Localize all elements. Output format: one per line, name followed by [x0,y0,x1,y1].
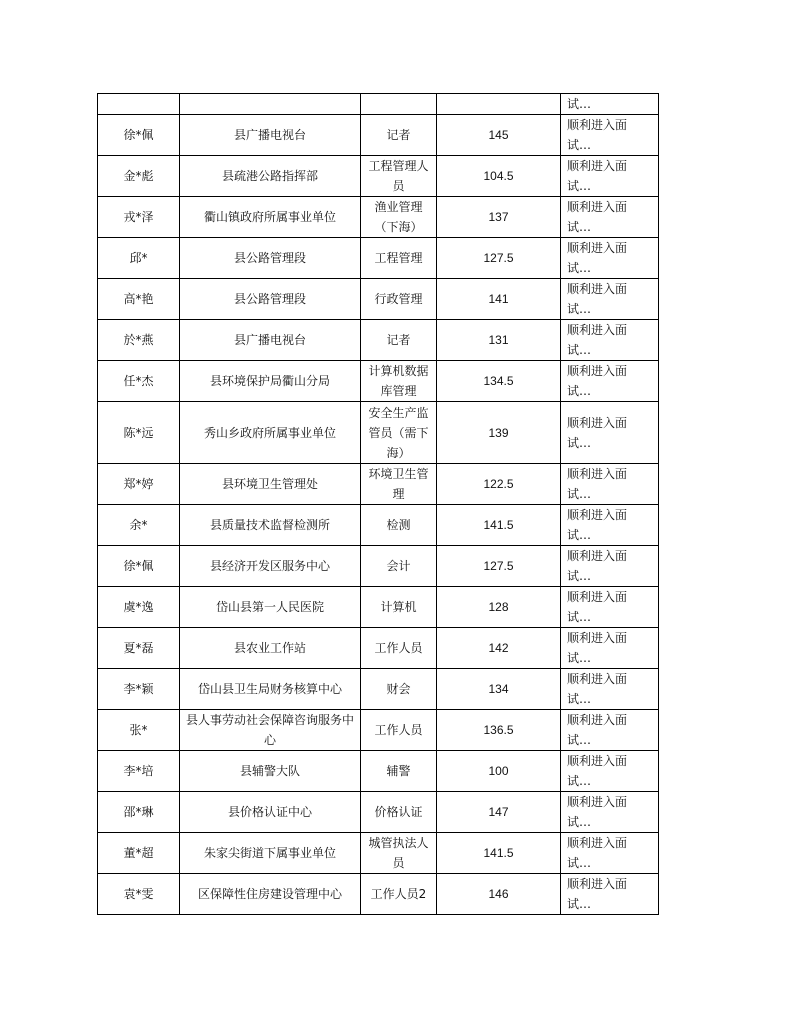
status-cell: 顺利进入面试… [561,464,659,505]
table-row [98,587,659,628]
status-cell: 顺利进入面试… [561,874,659,915]
name-cell: 虞*逸 [98,587,180,628]
unit-cell: 县公路管理段 [180,238,361,279]
score-cell: 136.5 [437,710,561,751]
name-cell: 高*艳 [98,279,180,320]
name-cell: 张* [98,710,180,751]
score-cell: 141.5 [437,505,561,546]
score-cell: 141 [437,279,561,320]
unit-cell: 县农业工作站 [180,628,361,669]
table-row [98,279,659,320]
table-row [98,361,659,402]
results-table-body [98,94,659,915]
status-cell: 顺利进入面试… [561,792,659,833]
position-cell: 会计 [361,546,437,587]
table-row [98,402,659,464]
score-cell: 134 [437,669,561,710]
unit-cell: 县经济开发区服务中心 [180,546,361,587]
name-cell: 徐*佩 [98,546,180,587]
table-row [98,464,659,505]
name-cell: 袁*雯 [98,874,180,915]
unit-cell [180,94,361,115]
position-cell: 环境卫生管理 [361,464,437,505]
status-cell: 顺利进入面试… [561,156,659,197]
name-cell: 李*颖 [98,669,180,710]
table-row [98,546,659,587]
unit-cell: 县环境卫生管理处 [180,464,361,505]
status-cell: 顺利进入面试… [561,320,659,361]
unit-cell: 区保障性住房建设管理中心 [180,874,361,915]
position-cell: 财会 [361,669,437,710]
table-row [98,320,659,361]
status-cell: 顺利进入面试… [561,197,659,238]
status-cell: 顺利进入面试… [561,361,659,402]
status-cell: 顺利进入面试… [561,238,659,279]
unit-cell: 衢山镇政府所属事业单位 [180,197,361,238]
table-row [98,710,659,751]
name-cell: 邵*琳 [98,792,180,833]
position-cell: 工作人员2 [361,874,437,915]
name-cell: 陈*远 [98,402,180,464]
status-cell: 顺利进入面试… [561,669,659,710]
status-cell: 顺利进入面试… [561,546,659,587]
score-cell: 146 [437,874,561,915]
name-cell: 戎*泽 [98,197,180,238]
status-cell: 顺利进入面试… [561,587,659,628]
table-row [98,669,659,710]
table-row [98,833,659,874]
unit-cell: 县质量技术监督检测所 [180,505,361,546]
unit-cell: 县公路管理段 [180,279,361,320]
unit-cell: 县疏港公路指挥部 [180,156,361,197]
name-cell: 於*燕 [98,320,180,361]
name-cell: 余* [98,505,180,546]
unit-cell: 县环境保护局衢山分局 [180,361,361,402]
table-row [98,156,659,197]
table-row [98,628,659,669]
results-table [97,93,659,915]
score-cell: 100 [437,751,561,792]
unit-cell: 县人事劳动社会保障咨询服务中心 [180,710,361,751]
status-cell: 顺利进入面试… [561,710,659,751]
name-cell: 夏*磊 [98,628,180,669]
position-cell: 检测 [361,505,437,546]
table-row [98,115,659,156]
score-cell: 104.5 [437,156,561,197]
position-cell: 价格认证 [361,792,437,833]
position-cell: 工作人员 [361,628,437,669]
status-cell: 顺利进入面试… [561,505,659,546]
status-cell: 试… [561,94,659,115]
score-cell: 145 [437,115,561,156]
score-cell: 134.5 [437,361,561,402]
position-cell: 工作人员 [361,710,437,751]
name-cell: 邱* [98,238,180,279]
score-cell: 131 [437,320,561,361]
unit-cell: 秀山乡政府所属事业单位 [180,402,361,464]
name-cell: 徐*佩 [98,115,180,156]
score-cell: 127.5 [437,546,561,587]
name-cell: 金*彪 [98,156,180,197]
status-cell: 顺利进入面试… [561,115,659,156]
score-cell: 142 [437,628,561,669]
score-cell: 141.5 [437,833,561,874]
score-cell: 147 [437,792,561,833]
score-cell: 128 [437,587,561,628]
position-cell: 记者 [361,115,437,156]
position-cell: 工程管理人员 [361,156,437,197]
score-cell: 127.5 [437,238,561,279]
score-cell: 122.5 [437,464,561,505]
score-cell: 139 [437,402,561,464]
name-cell: 郑*婷 [98,464,180,505]
table-row [98,505,659,546]
unit-cell: 县价格认证中心 [180,792,361,833]
table-row-continued [98,94,659,115]
name-cell: 李*培 [98,751,180,792]
table-row [98,197,659,238]
position-cell: 辅警 [361,751,437,792]
position-cell: 计算机数据库管理 [361,361,437,402]
score-cell [437,94,561,115]
unit-cell: 岱山县第一人民医院 [180,587,361,628]
name-cell: 任*杰 [98,361,180,402]
position-cell: 行政管理 [361,279,437,320]
name-cell [98,94,180,115]
status-cell: 顺利进入面试… [561,402,659,464]
position-cell: 渔业管理（下海） [361,197,437,238]
table-row [98,238,659,279]
unit-cell: 县广播电视台 [180,115,361,156]
position-cell: 记者 [361,320,437,361]
table-row [98,792,659,833]
table-row [98,751,659,792]
position-cell [361,94,437,115]
name-cell: 董*超 [98,833,180,874]
unit-cell: 县辅警大队 [180,751,361,792]
position-cell: 城管执法人员 [361,833,437,874]
status-cell: 顺利进入面试… [561,833,659,874]
position-cell: 计算机 [361,587,437,628]
unit-cell: 朱家尖街道下属事业单位 [180,833,361,874]
status-cell: 顺利进入面试… [561,628,659,669]
position-cell: 工程管理 [361,238,437,279]
table-row [98,874,659,915]
unit-cell: 县广播电视台 [180,320,361,361]
status-cell: 顺利进入面试… [561,279,659,320]
unit-cell: 岱山县卫生局财务核算中心 [180,669,361,710]
position-cell: 安全生产监管员（需下海） [361,402,437,464]
score-cell: 137 [437,197,561,238]
status-cell: 顺利进入面试… [561,751,659,792]
